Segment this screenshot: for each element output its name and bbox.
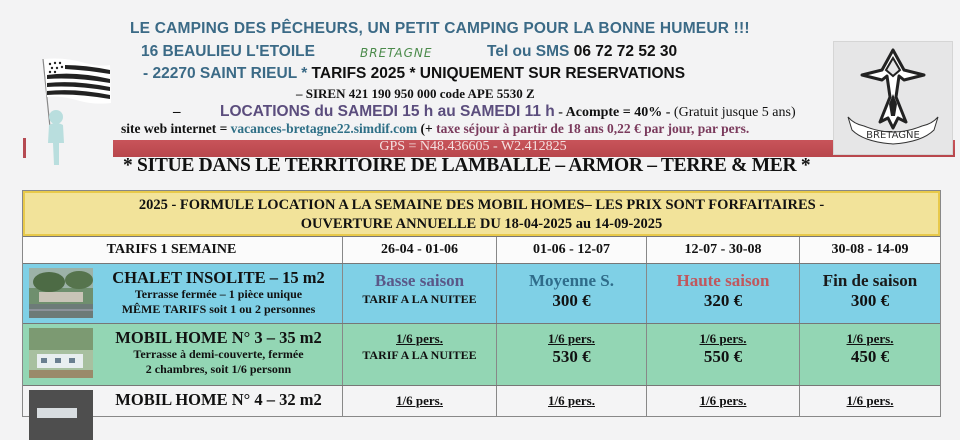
- slogan: LE CAMPING DES PÊCHEURS, UN PETIT CAMPING POUR LA BONNE HUMEUR !!!: [130, 20, 750, 37]
- chalet-photo: [29, 268, 93, 318]
- address-line2: - 22270 SAINT RIEUL *: [143, 65, 308, 82]
- rate-cell: [646, 264, 799, 323]
- persons-label: 1/6 pers.: [699, 393, 747, 408]
- rate-value: 320 €: [703, 291, 743, 310]
- rate-cell: [342, 324, 496, 385]
- persons-label: 1/6 pers.: [396, 331, 443, 346]
- column-header-period-1: 26-04 - 01-06: [342, 237, 496, 263]
- table-row-mobil-home-3: [23, 323, 940, 385]
- season-label: Moyenne S.: [529, 271, 614, 290]
- address-tarifs-line: [143, 65, 685, 83]
- rates-table: [22, 190, 941, 417]
- breton-flag-figure-image: [35, 55, 115, 171]
- product-desc: 2 chambres, soit 1/6 personn: [145, 362, 292, 376]
- mobil-home-photo: [29, 328, 93, 378]
- rate-cell: [342, 264, 496, 323]
- gratuit-note: (Gratuit jusque 5 ans): [673, 105, 796, 120]
- rate-cell: [646, 324, 799, 385]
- rate-cell: [496, 264, 646, 323]
- rate-value: 300 €: [850, 291, 890, 310]
- season-label: Basse saison: [374, 271, 465, 290]
- taxe-open: (+: [417, 121, 437, 136]
- bretagne-logo: [833, 41, 953, 155]
- rate-cell: [799, 264, 940, 323]
- hermine-icon: [834, 42, 952, 154]
- product-desc: Terrasse à demi-couverte, fermée: [133, 347, 304, 361]
- rate-value: 300 €: [552, 291, 591, 310]
- rate-cell: [799, 386, 940, 416]
- persons-label: 1/6 pers.: [548, 331, 595, 346]
- region-script: BRETAGNE: [360, 46, 433, 60]
- persons-label: 1/6 pers.: [548, 393, 595, 408]
- mobil-home-photo: [29, 390, 93, 440]
- table-title-line2: OUVERTURE ANNUELLE DU 18-04-2025 au 14-09-2025: [300, 216, 663, 232]
- table-header-row: [23, 236, 940, 263]
- site-url-link[interactable]: vacances-bretagne22.simdif.com: [230, 121, 418, 136]
- locations-dash: –: [173, 104, 181, 120]
- persons-label: 1/6 pers.: [846, 393, 894, 408]
- table-title-band: [23, 191, 940, 236]
- phone-line: [487, 43, 677, 61]
- product-cell: [23, 324, 342, 385]
- persons-label: 1/6 pers.: [396, 393, 443, 408]
- site-label: site web internet =: [121, 121, 231, 136]
- rate-cell: [646, 386, 799, 416]
- product-desc: Terrasse fermée – 1 pièce unique: [134, 287, 303, 301]
- phone-number: 06 72 72 52 30: [573, 43, 678, 60]
- phone-label: Tel ou SMS: [487, 43, 570, 60]
- rate-value: 450 €: [850, 347, 890, 366]
- product-name: CHALET INSOLITE – 15 m2: [112, 268, 325, 287]
- season-label: Fin de saison: [822, 271, 918, 290]
- figure-icon: [48, 110, 64, 165]
- logo-text: BRETAGNE: [866, 130, 920, 141]
- locations-hours: LOCATIONS du SAMEDI 15 h au SAMEDI 11 h: [220, 103, 555, 120]
- decorative-mark: [23, 138, 26, 158]
- acompte: - Acompte = 40% -: [554, 105, 674, 120]
- persons-label: 1/6 pers.: [699, 331, 747, 346]
- product-cell: [23, 264, 342, 323]
- taxe-sejour: taxe séjour à partir de 18 ans 0,22 € par jour, par pers.: [436, 121, 750, 136]
- rate-value: TARIF A LA NUITEE: [362, 348, 477, 362]
- rate-cell: [496, 324, 646, 385]
- table-row-mobil-home-4: [23, 385, 940, 416]
- rate-cell: [799, 324, 940, 385]
- rate-value: 550 €: [703, 347, 743, 366]
- locations-line: [220, 103, 796, 121]
- product-name: MOBIL HOME N° 4 – 32 m2: [115, 390, 322, 409]
- season-label: Haute saison: [676, 271, 770, 290]
- column-header-tarifs: TARIFS 1 SEMAINE: [106, 242, 237, 257]
- product-cell: [23, 386, 342, 416]
- column-header-period-2: 01-06 - 12-07: [496, 237, 646, 263]
- rate-cell: [342, 386, 496, 416]
- product-name: MOBIL HOME N° 3 – 35 m2: [115, 328, 322, 347]
- gps-coordinates: GPS = N48.436605 - W2.412825: [379, 139, 567, 154]
- website-line: [121, 121, 749, 137]
- rate-cell: [496, 386, 646, 416]
- siren-line: – SIREN 421 190 950 000 code APE 5530 Z: [296, 86, 535, 101]
- table-title-line1: 2025 - FORMULE LOCATION A LA SEMAINE DES MOBIL HOMES– LES PRIX SONT FORFAITAIRES -: [138, 197, 825, 213]
- territory-banner: * SITUE DANS LE TERRITOIRE DE LAMBALLE – ARMOR – TERRE & MER *: [123, 155, 811, 176]
- tarifs-reservations: TARIFS 2025 * UNIQUEMENT SUR RESERVATIONS: [307, 65, 686, 82]
- product-desc: MÊME TARIFS soit 1 ou 2 personnes: [121, 302, 316, 316]
- address-line1: 16 BEAULIEU L'ETOILE: [141, 43, 315, 60]
- rate-value: 530 €: [552, 347, 591, 366]
- breton-flag-icon: [44, 59, 111, 104]
- table-row-chalet-insolite: [23, 263, 940, 323]
- rate-value: TARIF A LA NUITEE: [362, 292, 477, 306]
- column-header-period-4: 30-08 - 14-09: [799, 237, 940, 263]
- persons-label: 1/6 pers.: [846, 331, 894, 346]
- column-header-period-3: 12-07 - 30-08: [646, 237, 799, 263]
